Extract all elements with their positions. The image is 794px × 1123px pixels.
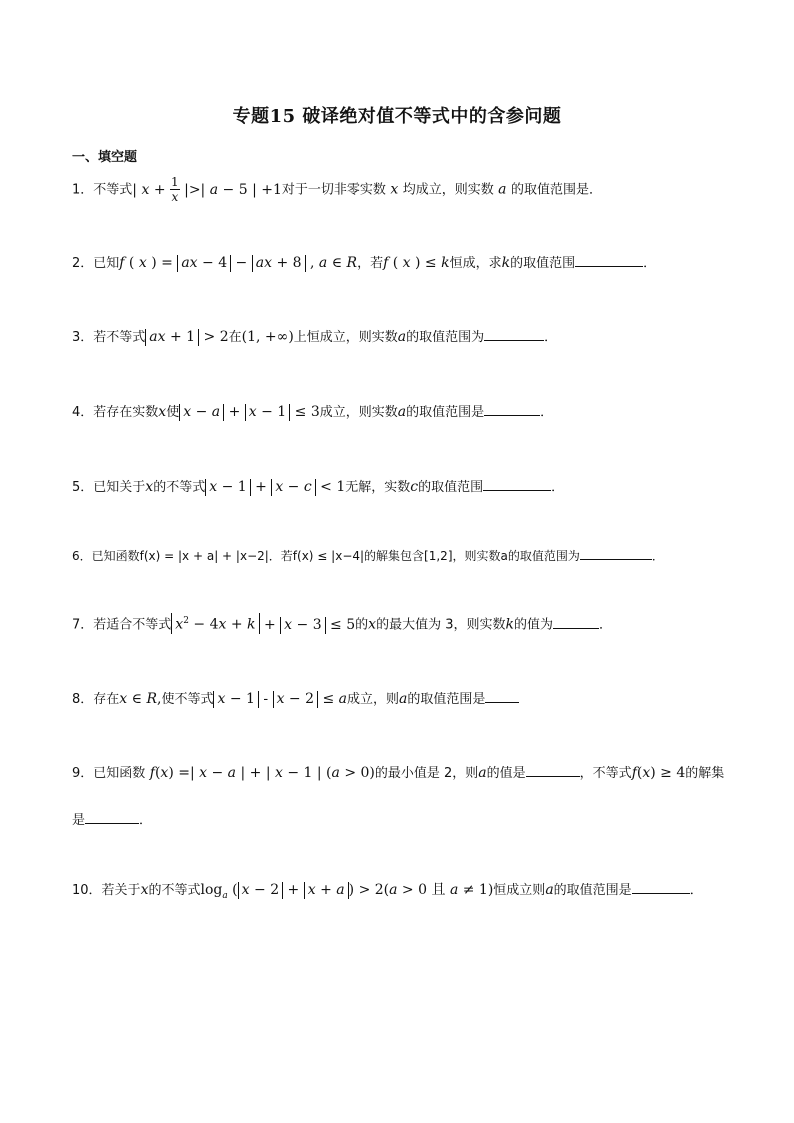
math-variable: a bbox=[399, 691, 408, 707]
question-text: ． bbox=[139, 813, 153, 828]
question-number: 2． bbox=[72, 256, 94, 271]
question-text: ． bbox=[689, 883, 703, 898]
question-text: 已知关于 bbox=[93, 480, 146, 495]
math-expression: x − 1 + x − c < 1 bbox=[205, 479, 345, 495]
question-text: 的 bbox=[355, 617, 369, 633]
question-8 bbox=[72, 689, 519, 710]
math-expression: | x + $\frac{1}{x}$ |>| a − 5 | +1 bbox=[132, 175, 282, 204]
question-1 bbox=[72, 175, 602, 204]
question-text: 使 bbox=[166, 405, 180, 420]
question-text: 的不等式 bbox=[153, 480, 206, 495]
question-number: 1． bbox=[72, 182, 94, 198]
question-text: ． bbox=[551, 480, 565, 495]
math-variable: x bbox=[385, 181, 403, 198]
math-variable: a bbox=[545, 882, 554, 898]
math-variable: x bbox=[368, 616, 377, 633]
question-number: 6． bbox=[72, 549, 92, 563]
question-text: 的最小值是 2，则 bbox=[374, 766, 479, 781]
question-text: 的取值范围是 bbox=[407, 692, 486, 707]
answer-blank[interactable] bbox=[526, 764, 580, 777]
question-text: 的取值范围 bbox=[418, 480, 484, 495]
question-5 bbox=[72, 477, 564, 498]
question-number: 5． bbox=[72, 480, 94, 495]
question-text: 的最大值为 3，则实数 bbox=[376, 617, 506, 633]
answer-blank[interactable] bbox=[484, 403, 540, 416]
question-text: 恒成立则 bbox=[493, 883, 546, 898]
math-expression: $x^2 - 4x + k + x - 3 \le 5$ bbox=[171, 617, 355, 633]
question-number: 8． bbox=[72, 692, 94, 707]
question-text: 使不等式 bbox=[161, 692, 214, 707]
question-number: 4． bbox=[72, 405, 94, 420]
math-expression: $\log_a$ ( x − 2 + x + a ) > 2(a > 0 且 a ≠ 1) bbox=[200, 882, 494, 901]
question-text: 对于一切非零实数 bbox=[281, 182, 386, 198]
question-text: 的取值范围是． bbox=[510, 182, 602, 198]
question-text: 恒成，求 bbox=[449, 256, 502, 271]
question-number: 7． bbox=[72, 617, 94, 633]
question-text: ． bbox=[598, 617, 612, 633]
question-text: 无解，实数 bbox=[345, 480, 411, 495]
math-expression: f(x) ≥ 4 bbox=[631, 765, 686, 781]
question-text: 已知函数 bbox=[93, 766, 146, 781]
question-text: 均成立，则实数 bbox=[402, 182, 494, 198]
question-9 bbox=[72, 750, 732, 844]
question-number: 3． bbox=[72, 330, 94, 345]
question-text: 存在 bbox=[93, 692, 120, 707]
question-text: 的解集是 bbox=[72, 766, 725, 828]
math-expression: f ( x ) = ax − 4 − ax + 8 , a ∈ R bbox=[119, 255, 358, 271]
question-text: 已知 bbox=[93, 256, 120, 271]
question-text: 若适合不等式 bbox=[93, 617, 172, 633]
math-variable: a bbox=[397, 404, 407, 420]
answer-blank[interactable] bbox=[85, 811, 139, 824]
question-text: ． bbox=[651, 549, 664, 563]
question-10 bbox=[72, 880, 703, 906]
question-7 bbox=[72, 613, 612, 636]
question-3 bbox=[72, 327, 557, 348]
math-expression: f ( x ) ≤ k bbox=[383, 255, 450, 271]
answer-blank[interactable] bbox=[483, 478, 551, 491]
question-text: ． bbox=[544, 330, 558, 345]
question-text: 的取值范围 bbox=[510, 256, 576, 271]
question-text: 在 bbox=[228, 330, 242, 345]
math-expression: f(x) =| x − a | + | x − 1 | (a > 0) bbox=[149, 765, 375, 781]
math-expression: ax + 1 > 2 bbox=[145, 329, 228, 345]
math-variable: a bbox=[397, 329, 407, 345]
question-text: 的不等式 bbox=[148, 883, 201, 898]
answer-blank[interactable] bbox=[553, 616, 599, 629]
question-text: 成立，则 bbox=[347, 692, 400, 707]
question-text: 的值为 bbox=[513, 617, 553, 633]
question-text: ． bbox=[643, 256, 657, 271]
question-text: 的值是 bbox=[486, 766, 526, 781]
math-expression: x − 1 - x − 2 ≤ a bbox=[213, 691, 347, 707]
page-title: 专题15 破译绝对值不等式中的含参问题 bbox=[232, 106, 562, 127]
answer-blank[interactable] bbox=[632, 881, 690, 894]
question-number: 9． bbox=[72, 766, 94, 781]
question-6 bbox=[72, 546, 664, 566]
question-text: 若不等式 bbox=[93, 330, 146, 345]
question-text: 已知函数f(x) = |x + a| + |x−2|．若f(x) ≤ |x−4|的解集包含[1,2]，则实数a的取值范围为 bbox=[91, 549, 580, 563]
answer-blank[interactable] bbox=[575, 254, 643, 267]
question-text: 的取值范围是 bbox=[553, 883, 632, 898]
answer-blank[interactable] bbox=[484, 328, 544, 341]
question-2 bbox=[72, 253, 656, 274]
question-4 bbox=[72, 402, 553, 423]
math-expression: x − a + x − 1 ≤ 3 bbox=[179, 404, 320, 420]
math-expression: x ∈ R, bbox=[119, 691, 162, 707]
math-variable: x bbox=[158, 404, 167, 420]
math-variable: a bbox=[493, 181, 511, 198]
math-variable: c bbox=[410, 479, 419, 495]
question-text: ，不等式 bbox=[579, 766, 632, 781]
question-text: 若关于 bbox=[101, 883, 141, 898]
math-variable: k bbox=[505, 616, 514, 633]
answer-blank[interactable] bbox=[580, 547, 652, 560]
question-text: 不等式 bbox=[93, 182, 133, 198]
question-text: 成立，则实数 bbox=[319, 405, 398, 420]
question-text: 若存在实数 bbox=[93, 405, 159, 420]
math-variable: x bbox=[145, 479, 154, 495]
math-expression: (1, +∞) bbox=[241, 329, 294, 345]
question-text: ． bbox=[540, 405, 554, 420]
math-variable: a bbox=[478, 765, 487, 781]
question-number: 10． bbox=[72, 883, 102, 898]
question-text: 的取值范围为 bbox=[406, 330, 485, 345]
math-variable: k bbox=[501, 255, 511, 271]
question-text: 的取值范围是 bbox=[406, 405, 485, 420]
question-text: 上恒成立，则实数 bbox=[293, 330, 398, 345]
answer-blank[interactable] bbox=[485, 690, 519, 703]
section-heading: 一、填空题 bbox=[72, 150, 138, 165]
question-text: ，若 bbox=[357, 256, 384, 271]
math-variable: x bbox=[140, 882, 149, 898]
